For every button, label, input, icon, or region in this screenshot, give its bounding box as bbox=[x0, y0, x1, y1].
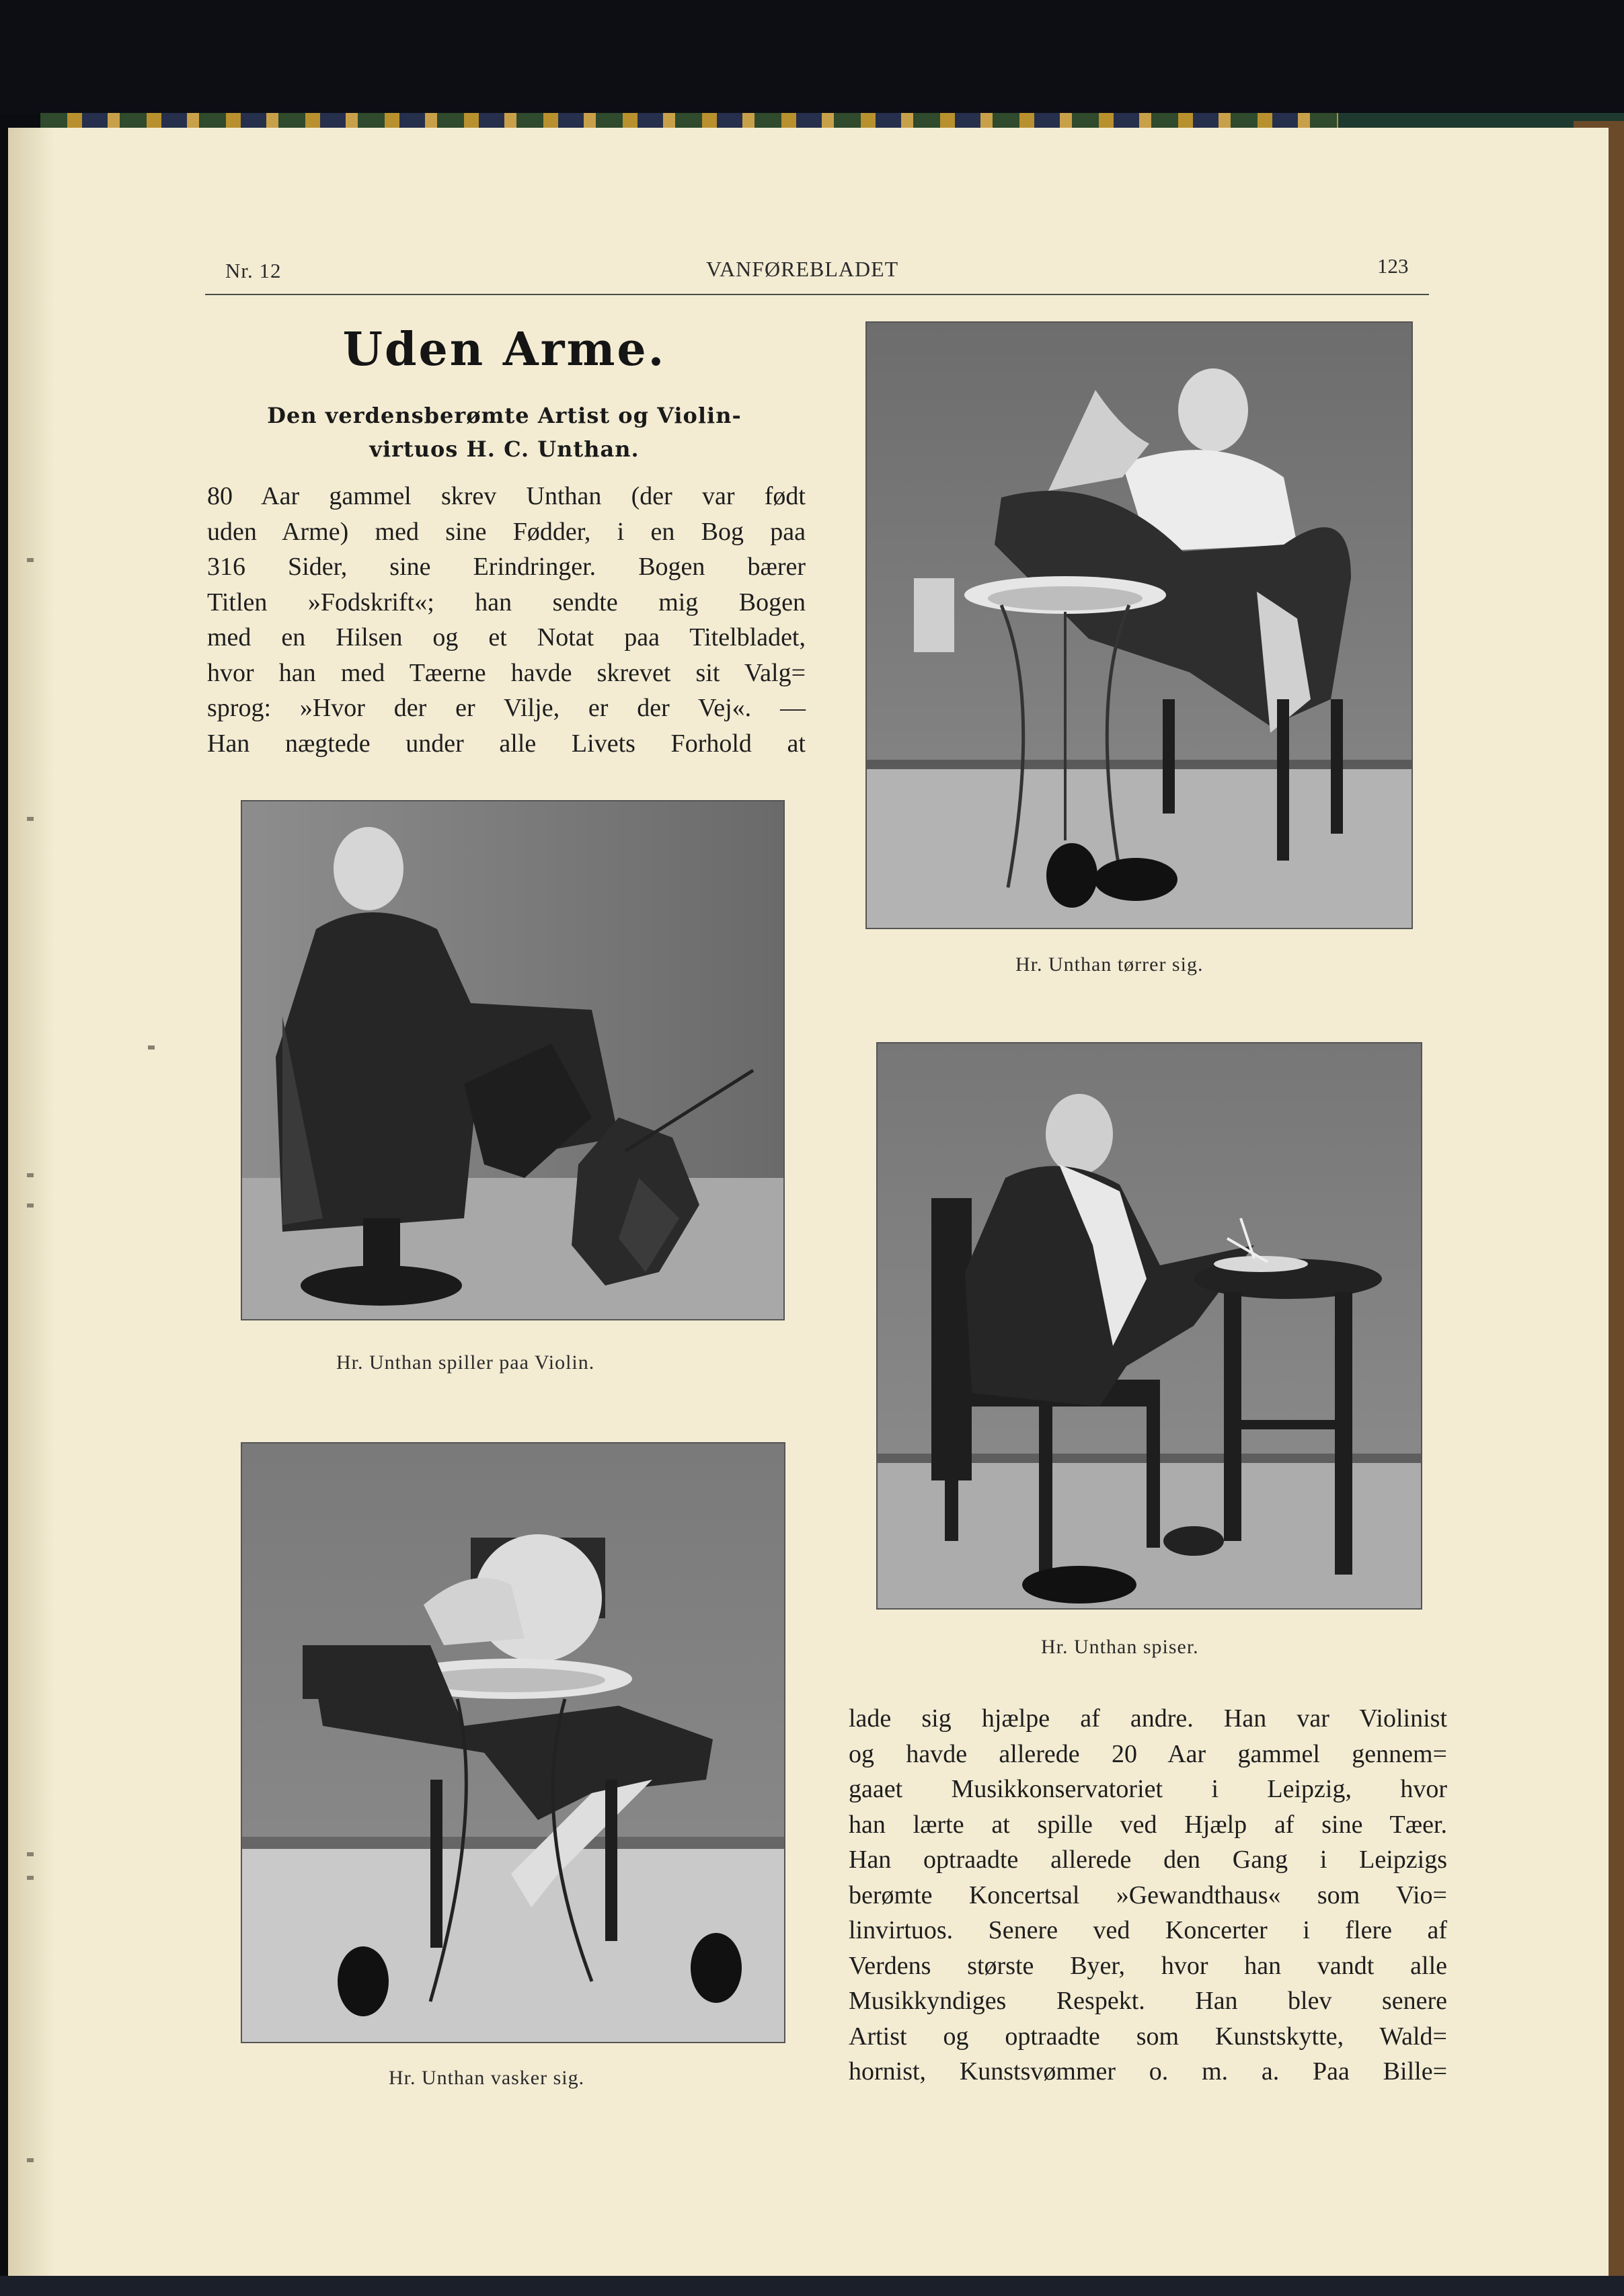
margin-mark bbox=[148, 1045, 155, 1050]
margin-mark bbox=[27, 1203, 34, 1208]
margin-mark bbox=[27, 817, 34, 821]
subtitle-line: virtuos H. C. Unthan. bbox=[369, 436, 640, 462]
text-line: Musikkyndiges Respekt. Han blev senere bbox=[849, 1987, 1447, 2015]
photo-unthan-eating bbox=[876, 1042, 1422, 1610]
page-number: 123 bbox=[1377, 254, 1409, 278]
text-line: linvirtuos. Senere ved Koncerter i flere af bbox=[849, 1916, 1447, 1944]
margin-mark bbox=[27, 2158, 34, 2162]
margin-mark bbox=[27, 1852, 34, 1856]
text-line: 80 Aar gammel skrev Unthan (der var født bbox=[207, 482, 806, 510]
text-line: gaaet Musikkonservatoriet i Leipzig, hvor bbox=[849, 1775, 1447, 1803]
text-line: sprog: »Hvor der er Vilje, er der Vej«. — bbox=[207, 694, 806, 722]
photo-caption: Hr. Unthan spiller paa Violin. bbox=[336, 1351, 595, 1374]
text-line: 316 Sider, sine Erindringer. Bogen bærer bbox=[207, 553, 806, 581]
text-line: lade sig hjælpe af andre. Han var Violinist bbox=[849, 1704, 1447, 1733]
margin-mark bbox=[27, 1173, 34, 1177]
dark-background-top bbox=[0, 0, 1624, 114]
photo-caption: Hr. Unthan vasker sig. bbox=[389, 2067, 585, 2089]
margin-mark bbox=[27, 1876, 34, 1880]
article-text-left bbox=[207, 479, 806, 761]
photo-unthan-washing bbox=[241, 1442, 785, 2043]
text-line: Han nægtede under alle Livets Forhold at bbox=[207, 729, 806, 758]
header-rule bbox=[205, 294, 1429, 295]
text-line: berømte Koncertsal »Gewandthaus« som Vio= bbox=[849, 1881, 1447, 1909]
text-line: Artist og optraadte som Kunstskytte, Wald= bbox=[849, 2022, 1447, 2051]
subtitle-line: Den verdensberømte Artist og Violin- bbox=[267, 403, 742, 428]
issue-number: Nr. 12 bbox=[225, 259, 282, 282]
text-line: hvor han med Tæerne havde skrevet sit Valg= bbox=[207, 658, 806, 687]
text-line: hornist, Kunstsvømmer o. m. a. Paa Bille= bbox=[849, 2057, 1447, 2086]
margin-mark bbox=[27, 558, 34, 562]
text-line: Titlen »Fodskrift«; han sendte mig Bogen bbox=[207, 588, 806, 617]
text-line: Han optraadte allerede den Gang i Leipzigs bbox=[849, 1846, 1447, 1874]
dark-background-bottom bbox=[0, 2276, 1624, 2296]
photo-unthan-drying bbox=[865, 321, 1413, 929]
article-text-right bbox=[849, 1701, 1447, 2090]
publication-title: VANFØREBLADET bbox=[706, 257, 899, 281]
article-title: Uden Arme. bbox=[342, 323, 666, 377]
text-line: og havde allerede 20 Aar gammel gennem= bbox=[849, 1739, 1447, 1768]
text-line: han lærte at spille ved Hjælp af sine Tæer. bbox=[849, 1810, 1447, 1839]
photo-caption: Hr. Unthan spiser. bbox=[1041, 1636, 1199, 1658]
text-line: uden Arme) med sine Fødder, i en Bog paa bbox=[207, 517, 806, 546]
text-line: Verdens største Byer, hvor han vandt alle bbox=[849, 1951, 1447, 1980]
photo-caption: Hr. Unthan tørrer sig. bbox=[1015, 953, 1204, 976]
photo-unthan-violin bbox=[241, 800, 785, 1320]
text-line: med en Hilsen og et Notat paa Titelbladet, bbox=[207, 623, 806, 651]
article-subtitle bbox=[202, 399, 807, 466]
